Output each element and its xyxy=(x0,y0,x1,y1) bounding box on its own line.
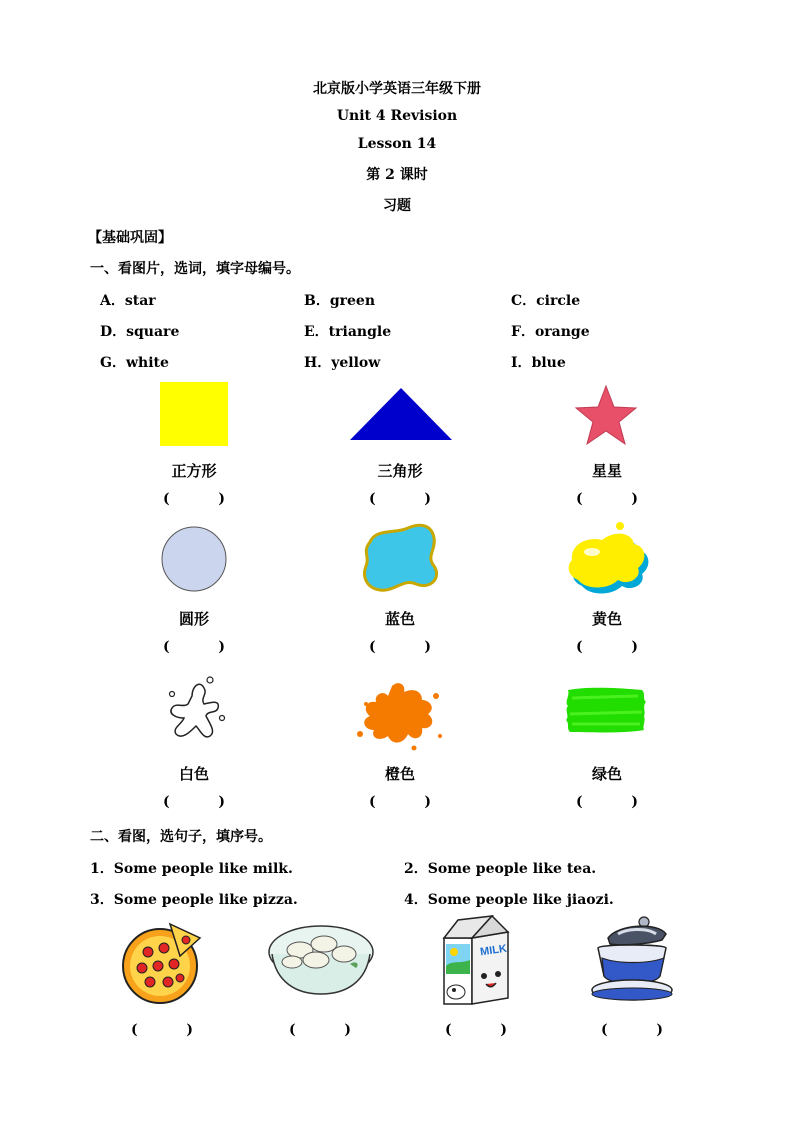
unit-title: Unit 4 Revision xyxy=(336,108,458,124)
dumplings-bowl-icon xyxy=(266,920,376,998)
item-label-yellow: 黄色 xyxy=(591,610,622,628)
milk-carton-icon xyxy=(434,914,514,1008)
item-label-circle: 圆形 xyxy=(178,610,209,628)
blue-paint-splash-icon xyxy=(356,520,446,596)
sentence-4: 4．Some people like jiaozi. xyxy=(404,892,614,908)
period-title: 第 2 课时 xyxy=(366,167,428,183)
item-label-square: 正方形 xyxy=(171,462,217,480)
exercise-subtitle: 习题 xyxy=(383,198,411,214)
answer-blank[interactable]: ( ) xyxy=(369,639,431,655)
sentence-2: 2．Some people like tea. xyxy=(404,861,597,877)
answer-blank[interactable]: ( ) xyxy=(369,794,431,810)
answer-blank[interactable]: ( ) xyxy=(576,639,638,655)
sentence-3: 3．Some people like pizza. xyxy=(90,892,298,908)
part2-instruction: 二、看图，选句子，填序号。 xyxy=(90,829,272,845)
svg-text:MILK: MILK xyxy=(479,942,508,959)
document-title: 北京版小学英语三年级下册 xyxy=(313,81,481,97)
blue-triangle-icon xyxy=(348,386,454,442)
option-h: H．yellow xyxy=(304,355,381,371)
answer-blank[interactable]: ( ) xyxy=(576,794,638,810)
answer-blank[interactable]: ( ) xyxy=(369,491,431,507)
red-star-icon xyxy=(574,384,638,446)
item-label-blue: 蓝色 xyxy=(384,610,415,628)
yellow-square-icon xyxy=(160,382,228,446)
answer-blank[interactable]: ( ) xyxy=(576,491,638,507)
option-g: G．white xyxy=(100,355,169,371)
item-label-star: 星星 xyxy=(591,462,622,480)
answer-blank[interactable]: ( ) xyxy=(163,639,225,655)
answer-blank[interactable]: ( ) xyxy=(131,1022,193,1038)
orange-paint-splash-icon xyxy=(352,676,444,752)
option-i: I．blue xyxy=(511,355,566,371)
item-label-triangle: 三角形 xyxy=(377,462,423,480)
item-label-green: 绿色 xyxy=(591,765,622,783)
option-e: E．triangle xyxy=(304,324,392,340)
option-b: B．green xyxy=(304,293,376,309)
pizza-icon xyxy=(120,918,204,1006)
option-c: C．circle xyxy=(511,293,581,309)
green-paint-stroke-icon xyxy=(562,684,648,736)
white-paint-splash-icon xyxy=(164,674,228,746)
lesson-title: Lesson 14 xyxy=(357,136,437,152)
section-heading: 【基础巩固】 xyxy=(88,230,172,246)
answer-blank[interactable]: ( ) xyxy=(445,1022,507,1038)
teacup-icon xyxy=(588,914,674,1006)
option-f: F．orange xyxy=(511,324,590,340)
option-d: D．square xyxy=(100,324,180,340)
option-a: A．star xyxy=(100,293,156,309)
sentence-1: 1．Some people like milk. xyxy=(90,861,293,877)
item-label-orange: 橙色 xyxy=(384,765,415,783)
answer-blank[interactable]: ( ) xyxy=(163,491,225,507)
item-label-white: 白色 xyxy=(178,765,209,783)
light-blue-circle-icon xyxy=(160,525,228,593)
yellow-paint-splash-icon xyxy=(562,520,650,598)
part1-instruction: 一、看图片，选词，填字母编号。 xyxy=(90,261,300,277)
answer-blank[interactable]: ( ) xyxy=(601,1022,663,1038)
answer-blank[interactable]: ( ) xyxy=(163,794,225,810)
answer-blank[interactable]: ( ) xyxy=(289,1022,351,1038)
